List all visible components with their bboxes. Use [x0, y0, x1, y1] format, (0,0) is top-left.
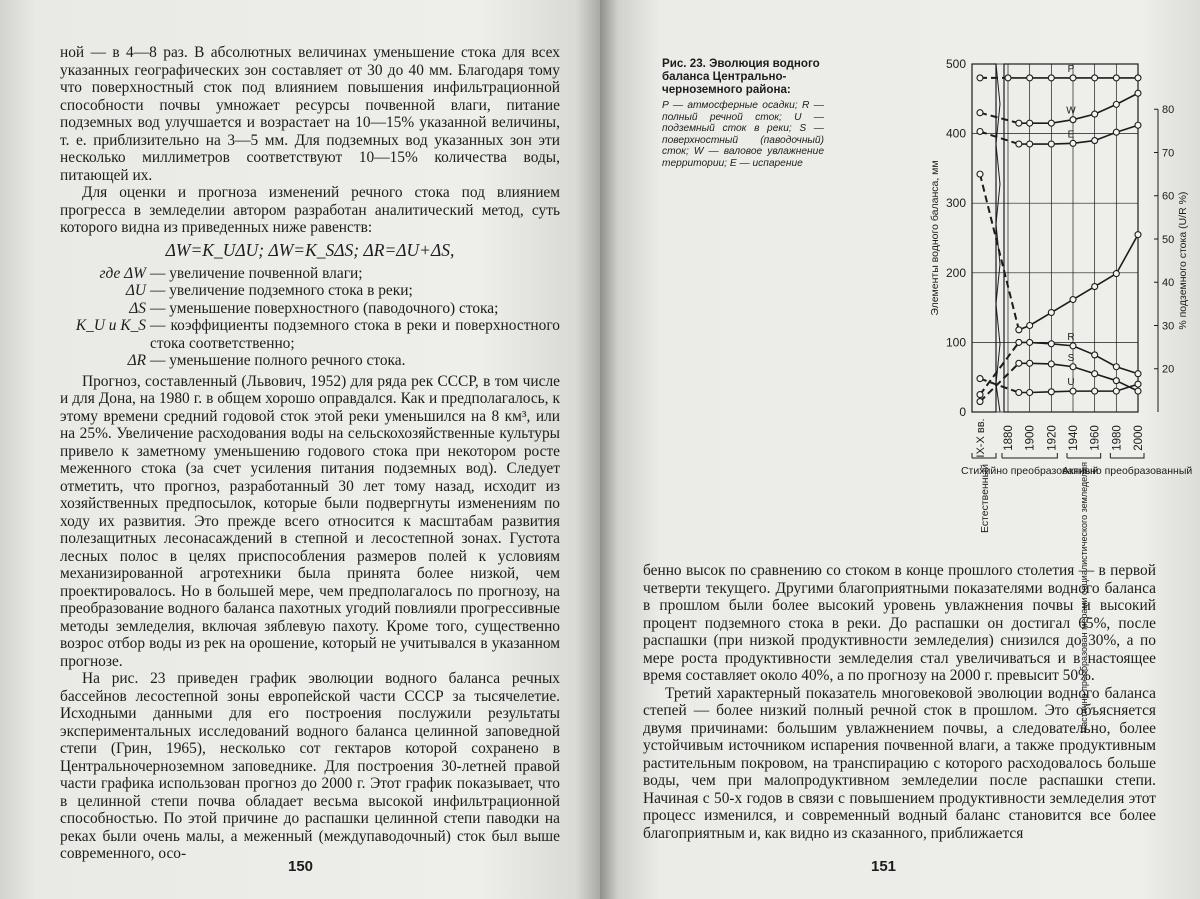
x-tick-label: 1940 — [1068, 425, 1080, 451]
data-point — [1027, 141, 1033, 147]
data-point — [1048, 75, 1054, 81]
data-point — [1135, 75, 1141, 81]
data-point — [977, 399, 983, 405]
data-point — [1048, 120, 1054, 126]
data-point — [1092, 111, 1098, 117]
right-tick-label: 80 — [1162, 104, 1175, 117]
data-point — [977, 75, 983, 81]
right-tick-label: 20 — [1162, 363, 1175, 376]
paragraph: ной — в 4—8 раз. В абсолютных величинах уменьшение стока для всех указанных географических зон составляет от 30 до 40 мм. Благодаря тому что поверхностный сток под влиянием повышения инфильтрационной способности почвы умножает ресурсы почвенной влаги, питание подземных вод улучшается и возрастает на 10—15% указанной величины, т. е. приблизительно на 3—5 мм. Для подземных вод указанных зон эти несколько миллиметров соответствуют 10—15% количества воды, питающей их. — [60, 44, 560, 184]
definition-desc: — коэффициенты подземного стока в реки и поверхностного стока соответственно; — [150, 317, 560, 352]
data-point — [1048, 141, 1054, 147]
data-point — [977, 129, 983, 135]
data-point — [977, 171, 983, 177]
series-line — [1019, 384, 1138, 392]
data-point — [1113, 129, 1119, 135]
series-label: S — [1067, 352, 1075, 364]
series-label: P — [1067, 63, 1075, 75]
data-point — [1048, 341, 1054, 347]
data-point — [1027, 322, 1033, 328]
period-label: Стихийно преобразованный — [960, 465, 1099, 477]
definition — [60, 300, 560, 318]
data-point — [1016, 327, 1022, 333]
data-point — [1135, 388, 1141, 394]
definition — [60, 282, 560, 300]
data-point — [1092, 388, 1098, 394]
series-label: R — [1067, 331, 1075, 343]
right-tick-label: 50 — [1162, 233, 1175, 246]
paragraph: На рис. 23 приведен график эволюции водного баланса речных бассейнов лесостепной зоны европейской части СССР за тысячелетие. Исходными данными для его построения послужили результаты экспериментальных исследований водного баланса целинной заповедной степи (Грин, 1965), несколько сот гектаров которой сохранено в Центральночерноземном заповеднике. Для построения 30-летней правой части графика использован прогноз до 2000 г. Этот график показывает, что в целинной степи почва обладает весьма высокой инфильтрационной способностью. По этой причине до распашки целинной степи паводки на реках были очень малы, а меженный (междупаводочный) сток был выше современного, осо- — [60, 670, 560, 862]
formula: ΔW=K_UΔU; ΔW=K_SΔS; ΔR=ΔU+ΔS, — [165, 239, 455, 260]
series-label: W — [1066, 105, 1076, 117]
data-point — [1113, 388, 1119, 394]
data-point — [1070, 117, 1076, 123]
data-point — [1016, 390, 1022, 396]
x-tick-label: 1920 — [1046, 425, 1059, 451]
definition-term: ΔU — [125, 282, 146, 299]
right-page-text — [643, 562, 1156, 842]
definition-desc: — увеличение почвенной влаги; — [150, 264, 363, 282]
definitions-list — [60, 265, 560, 370]
data-point — [1113, 378, 1119, 384]
data-point — [1070, 297, 1076, 303]
series-transition — [980, 363, 1019, 401]
definition-term: где ΔW — [99, 264, 146, 282]
period-bracket — [1067, 453, 1101, 458]
y-tick-label: 400 — [945, 126, 966, 141]
x-tick-label: 1960 — [1089, 425, 1102, 451]
data-point — [1005, 75, 1011, 81]
paragraph: Прогноз, составленный (Львович, 1952) для ряда рек СССР, в том числе и для Дона, на 1980 г. в общем хорошо оправдался. Как и предполагалось, к этому времени средний годовой сток этой реки уменьшился на 8 км³, или на 25%. Увеличение расходования воды на сельскохозяйственные культуры привело к заметному уменьшению годового стока при некотором росте меженного стока (за счет усиления питания подземных вод). Следует отметить, что прогноз, разработанный 30 лет тому назад, исходит из хозяйственных предпосылок, которые были подвергнуты изменениям по ходу их развития. Это прежде всего относится к масштабам развития полезащитных лесонасаждений в степной и лесостепной зонах. Густота лесных полос в целях приспособления размеров полей к условиям механизированной агротехники была принята более низкой, чем проектировалось. Но в большей мере, чем предполагалось по прогнозу, на преобразование водного баланса пахотных угодий повлияли прогрессивные методы земледелия, включая зяблевую пахоту. Кроме того, существенно возрос отбор воды из рек на орошение, который не учитывался в указанном прогнозе. — [60, 372, 560, 670]
period-label: Активно преобразованный — [1062, 465, 1193, 477]
data-point — [1070, 388, 1076, 394]
data-point — [1070, 75, 1076, 81]
data-point — [1113, 364, 1119, 370]
definition-desc: — уменьшение поверхностного (паводочного) стока; — [150, 299, 499, 317]
y-axis-label: Элементы водного баланса, мм — [929, 160, 941, 316]
right-tick-label: 30 — [1162, 320, 1175, 333]
y-tick-label: 200 — [945, 265, 966, 280]
y-tick-label: 300 — [945, 196, 966, 211]
definition-desc: — уменьшение полного речного стока. — [150, 352, 406, 369]
definition-term: ΔS — [129, 299, 146, 317]
x-tick-label: IX-X вв. — [975, 418, 987, 458]
definition — [60, 317, 560, 352]
data-point — [1070, 364, 1076, 370]
page-number: 150 — [288, 858, 314, 875]
data-point — [1048, 310, 1054, 316]
right-tick-label: 40 — [1162, 277, 1175, 290]
data-point — [1048, 361, 1054, 367]
definition-desc: — увеличение подземного стока в реки; — [150, 282, 413, 299]
data-point — [1070, 140, 1076, 146]
data-point — [1016, 360, 1022, 366]
data-point — [1135, 122, 1141, 128]
definition-term: ΔR — [127, 352, 146, 369]
data-point — [1135, 232, 1141, 238]
data-point — [1113, 101, 1119, 107]
data-point — [1092, 138, 1098, 144]
right-tick-label: 70 — [1162, 147, 1175, 160]
series-transition — [980, 174, 1019, 330]
definition — [60, 352, 560, 370]
data-point — [1135, 371, 1141, 377]
data-point — [1135, 90, 1141, 96]
data-point — [1092, 352, 1098, 358]
data-point — [977, 376, 983, 382]
series-label: U — [1067, 377, 1075, 389]
right-axis-label: % подземного стока (U/R %) — [1177, 191, 1189, 330]
y-tick-label: 100 — [945, 335, 966, 350]
data-point — [1092, 75, 1098, 81]
x-tick-label: 1880 — [1003, 425, 1015, 451]
period-bracket — [1002, 453, 1057, 458]
x-tick-label: 1980 — [1111, 425, 1124, 451]
data-point — [1048, 389, 1054, 395]
page-right — [600, 0, 1200, 899]
series-label: E — [1067, 129, 1075, 141]
data-point — [977, 110, 983, 116]
data-point — [1070, 343, 1076, 349]
data-point — [1092, 284, 1098, 290]
paragraph: Для оценки и прогноза изменений речного стока под влиянием прогресса в земледелии автором разработан аналитический метод, суть которого видна из приведенных ниже равенств: — [60, 184, 560, 236]
paragraph: Третий характерный показатель многовековой эволюции водного баланса степей — более низкий полный речной сток в прошлом. Это объясняется двумя причинами: большим увлажнением почвы, а следовательно, более устойчивым источником испарения почвенной влаги, а также продуктивным растительным покровом, на транспирацию с которого расходовалось больше воды, чем при малопродуктивном земледелии после распашки степи. Начиная с 50-х годов в связи с повышением продуктивности земледелия этот процесс изменился, и современный водный баланс становится все более благоприятным и, как видно из сказанного, приближается — [643, 684, 1156, 842]
series-line — [1019, 125, 1138, 144]
caption-title: Рис. 23. Эволюция водного баланса Центрально-черноземного района: — [662, 57, 820, 96]
period-label: Частично преобразован мерами социалистического земледелия — [1078, 462, 1089, 733]
definition — [60, 265, 560, 283]
data-point — [1016, 120, 1022, 126]
series-line — [1019, 93, 1138, 123]
data-point — [977, 392, 983, 398]
series-line — [1019, 235, 1138, 330]
data-point — [1027, 390, 1033, 396]
data-point — [1027, 360, 1033, 366]
y-tick-label: 500 — [945, 57, 966, 71]
x-tick-label: 2000 — [1133, 425, 1145, 451]
series-transition — [980, 379, 1019, 393]
left-page-text — [60, 44, 560, 863]
data-point — [1135, 381, 1141, 387]
data-point — [1016, 141, 1022, 147]
data-point — [1113, 75, 1119, 81]
caption-legend: P — атмосферные осадки; R — полный речной сток; U — подземный сток в реки; S — поверхностный (паводочный) сток; W — валовое увлажнение территории; E — испарение — [662, 100, 824, 169]
data-point — [1027, 120, 1033, 126]
page-number: 151 — [871, 858, 897, 875]
data-point — [1092, 371, 1098, 377]
data-point — [1027, 339, 1033, 345]
period-label: Естественный — [979, 464, 991, 534]
definition-term: K_U и K_S — [75, 317, 146, 334]
data-point — [1027, 75, 1033, 81]
data-point — [1016, 339, 1022, 345]
right-tick-label: 60 — [1162, 190, 1175, 203]
x-tick-label: 1900 — [1024, 425, 1037, 451]
figure-caption — [662, 57, 824, 170]
paragraph: бенно высок по сравнению со стоком в конце прошлого столетия — в первой четверти текущего. Другими благоприятными показателями водного баланса в прошлом были более высокий уровень увлажнения почвы и высокий процент подземного стока в реки. До распашки он достигал 65%, после распашки (при низкой продуктивности земледелия) снизился до 30%, а по мере роста продуктивности земледелия стал увеличиваться и в настоящее время составляет около 40%, а по прогнозу на 2000 г. превысит 50%. — [643, 562, 1156, 684]
period-bracket — [1110, 453, 1144, 458]
data-point — [1113, 271, 1119, 277]
y-tick-label: 0 — [959, 405, 966, 419]
